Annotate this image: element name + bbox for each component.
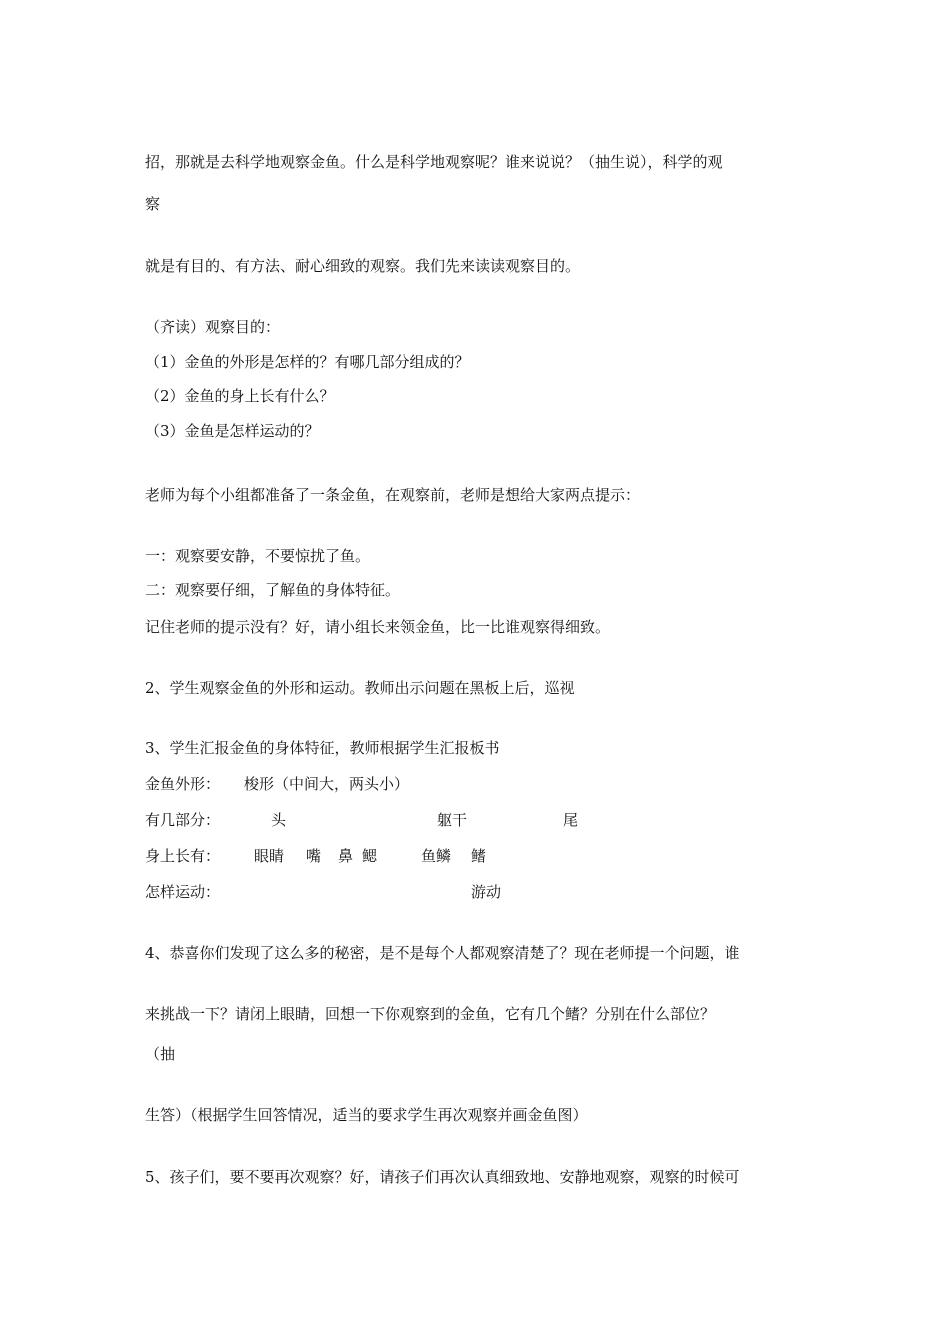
step-item: 4、恭喜你们发现了这么多的秘密，是不是每个人都观察清楚了？现在老师提一个问题，谁 [145,944,740,962]
step-item: 3、学生汇报金鱼的身体特征，教师根据学生汇报板书 [145,739,500,757]
board-feature: 鱼鳞 [421,847,452,865]
paragraph-line: （抽 [145,1045,176,1063]
objective-item: （3）金鱼是怎样运动的？ [145,422,320,440]
board-feature: 嘴 [306,847,322,865]
paragraph-line: 老师为每个小组都准备了一条金鱼，在观察前，老师是想给大家两点提示： [145,486,641,504]
paragraph-line: 招，那就是去科学地观察金鱼。什么是科学地观察呢？谁来说说？（抽生说），科学的观 [145,153,723,171]
board-feature: 眼睛 [254,847,285,865]
hint-item: 二：观察要仔细，了解鱼的身体特征。 [145,581,401,599]
hint-item: 一：观察要安静，不要惊扰了鱼。 [145,547,371,565]
board-parts-label: 有几部分： [145,811,221,829]
board-feature: 鳍 [471,847,487,865]
step-item: 2、学生观察金鱼的外形和运动。教师出示问题在黑板上后，巡视 [145,679,575,697]
board-body-label: 身上长有： [145,847,221,865]
board-feature: 鼻 [338,847,354,865]
objectives-title: （齐读）观察目的： [145,318,281,336]
objective-item: （1）金鱼的外形是怎样的？有哪几部分组成的？ [145,353,470,371]
paragraph-line: 记住老师的提示没有？好，请小组长来领金鱼，比一比谁观察得细致。 [145,618,611,636]
paragraph-line: 察 [145,195,161,213]
board-part: 头 [271,811,287,829]
objective-item: （2）金鱼的身上长有什么？ [145,387,335,405]
board-part: 躯干 [437,811,468,829]
paragraph-line: 就是有目的、有方法、耐心细致的观察。我们先来读读观察目的。 [145,257,581,275]
board-motion-label: 怎样运动： [145,883,221,901]
board-feature: 鳃 [362,847,378,865]
board-part: 尾 [563,811,579,829]
step-item: 5、孩子们，要不要再次观察？好，请孩子们再次认真细致地、安静地观察，观察的时候可 [145,1168,740,1186]
board-motion-value: 游动 [471,883,502,901]
board-shape-value: 梭形（中间大，两头小） [244,775,410,793]
board-shape-label: 金鱼外形： [145,775,221,793]
paragraph-line: 来挑战一下？请闭上眼睛，回想一下你观察到的金鱼，它有几个鳍？分别在什么部位？ [145,1005,716,1023]
paragraph-line: 生答）（根据学生回答情况，适当的要求学生再次观察并画金鱼图） [145,1106,588,1124]
